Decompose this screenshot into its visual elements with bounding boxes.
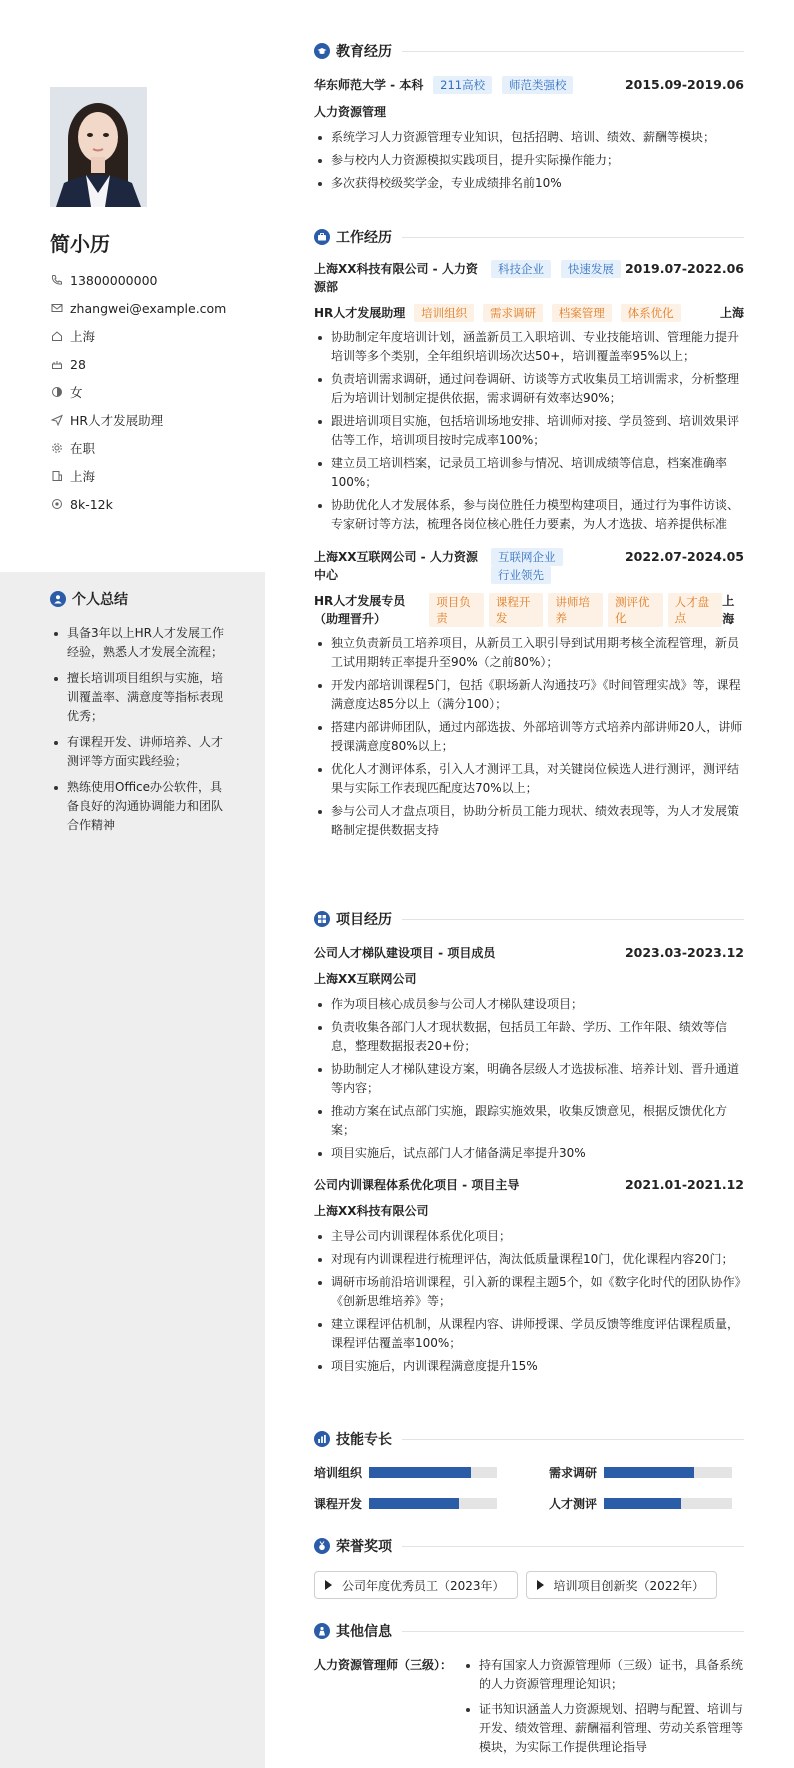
cake-icon: [50, 358, 63, 371]
job-city: 上海: [719, 306, 744, 320]
education-item: 多次获得校级奖学金，专业成绩排名前10%: [314, 174, 744, 193]
skills-heading: [314, 1428, 744, 1450]
skill-bar-fill: [369, 1498, 459, 1509]
role-tag: 课程开发: [489, 593, 544, 627]
summary-item: 有课程开发、讲师培养、人才测评等方面实践经验；: [50, 733, 225, 771]
work-title: 工作经历: [336, 230, 392, 246]
awards-list: [314, 1571, 744, 1599]
skill-bar: [604, 1498, 732, 1509]
skills-section: [314, 1428, 744, 1512]
company-name: 上海XX互联网公司 - 人力资源中心: [314, 550, 478, 582]
school-name: 华东师范大学 - 本科: [314, 78, 424, 92]
education-major: 人力资源管理: [314, 105, 387, 119]
project-item: 建立课程评估机制，从课程内容、讲师授课、学员反馈等维度评估课程质量，课程评估覆盖率100%；: [314, 1315, 744, 1353]
skill-item: [314, 1495, 509, 1512]
project-item: 项目实施后，内训课程满意度提升15%: [314, 1357, 744, 1376]
education-date: 2015.09-2019.06: [624, 77, 744, 92]
job-item: 参与公司人才盘点项目，协助分析员工能力现状、绩效表现等，为人才发展策略制定提供数据支持: [314, 802, 744, 840]
skills-grid: [314, 1464, 744, 1512]
job-role: HR人才发展助理: [314, 306, 406, 320]
job-item: 独立负责新员工培养项目，从新员工入职引导到试用期考核全流程管理，新员工试用期转正率提升至90%（之前80%）；: [314, 634, 744, 672]
job-item: 协助优化人才发展体系，参与岗位胜任力模型构建项目，通过行为事件访谈、专家研讨等方法，梳理各岗位核心胜任力要素，为人才选拔、培养提供标准: [314, 496, 744, 534]
project-item: 主导公司内训课程体系优化项目；: [314, 1227, 744, 1246]
other-content: [314, 1656, 744, 1763]
skill-bar-fill: [604, 1467, 694, 1478]
play-icon: [537, 1580, 544, 1590]
project-item: 推动方案在试点部门实施，跟踪实施效果，收集反馈意见，根据反馈优化方案；: [314, 1102, 744, 1140]
info-city: [50, 462, 260, 490]
education-title: 教育经历: [336, 44, 392, 60]
bar-chart-icon: [314, 1431, 330, 1447]
grid-icon: [314, 911, 330, 927]
awards-title: 荣誉奖项: [336, 1539, 392, 1555]
skill-item: [314, 1464, 509, 1481]
play-icon: [325, 1580, 332, 1590]
divider: [402, 919, 744, 920]
other-title: 其他信息: [336, 1624, 392, 1640]
education-heading: [314, 40, 744, 62]
info-text: 8k-12k: [70, 496, 113, 512]
projects-section: [314, 908, 744, 1376]
info-location: [50, 322, 260, 350]
other-item: 持有国家人力资源管理师（三级）证书，具备系统的人力资源管理理论知识；: [462, 1656, 744, 1694]
company-tag: 科技企业: [491, 260, 551, 278]
role-tag: 体系优化: [621, 304, 681, 322]
info-status: [50, 434, 260, 462]
role-tag: 需求调研: [483, 304, 543, 322]
contact-info-list: [50, 266, 260, 518]
building-icon: [50, 470, 63, 483]
briefcase-icon: [314, 229, 330, 245]
role-tag: 讲师培养: [548, 593, 603, 627]
school-tag: 师范类强校: [502, 76, 574, 94]
summary-heading: [50, 588, 225, 610]
company-tag: 行业领先: [491, 566, 551, 584]
info-gender: [50, 378, 260, 406]
project-date: 2021.01-2021.12: [624, 1177, 744, 1192]
gender-icon: [50, 386, 63, 399]
projects-title: 项目经历: [336, 912, 392, 928]
job-entry: [314, 548, 744, 584]
job-city: 上海: [722, 594, 735, 626]
education-item: 系统学习人力资源管理专业知识，包括招聘、培训、绩效、薪酬等模块；: [314, 128, 744, 147]
job-item: 优化人才测评体系，引入人才测评工具，对关键岗位候选人进行测评，测评结果与实际工作表现匹配度达70%以上；: [314, 760, 744, 798]
job-item: 开发内部培训课程5门，包括《职场新人沟通技巧》《时间管理实战》等，课程满意度达85分以上（满分100）；: [314, 676, 744, 714]
phone-icon: [50, 274, 63, 287]
coin-icon: [50, 498, 63, 511]
job-item: 协助制定年度培训计划，涵盖新员工入职培训、专业技能培训、管理能力提升培训等多个类别，全年组织培训场次达50+，培训覆盖率95%以上；: [314, 328, 744, 366]
job-item: 搭建内部讲师团队，通过内部选拔、外部培训等方式培养内部讲师20人，讲师授课满意度80%以上；: [314, 718, 744, 756]
summary-item: 熟练使用Office办公软件，具备良好的沟通协调能力和团队合作精神: [50, 778, 225, 835]
project-item: 对现有内训课程进行梳理评估，淘汰低质量课程10门，优化课程内容20门；: [314, 1250, 744, 1269]
divider: [402, 51, 744, 52]
job-date: 2019.07-2022.06: [624, 261, 744, 276]
info-text: HR人才发展助理: [70, 413, 164, 428]
skill-bar: [369, 1498, 497, 1509]
medal-icon: [314, 1538, 330, 1554]
gear-icon: [50, 442, 63, 455]
project-company: 上海XX科技有限公司: [314, 1204, 429, 1218]
info-text: 在职: [70, 441, 96, 456]
other-section: [314, 1620, 744, 1763]
skill-name: 课程开发: [314, 1497, 363, 1511]
home-icon: [50, 330, 63, 343]
job-entry: [314, 260, 744, 296]
project-item: 调研市场前沿培训课程，引入新的课程主题5个，如《数字化时代的团队协作》《创新思维培养》等；: [314, 1273, 744, 1311]
job-role: HR人才发展专员（助理晋升）: [314, 594, 406, 626]
projects-heading: [314, 908, 744, 930]
mail-icon: [50, 302, 63, 315]
skill-bar: [604, 1467, 732, 1478]
project-date: 2023.03-2023.12: [624, 945, 744, 960]
divider: [402, 237, 744, 238]
project-item: 项目实施后，试点部门人才储备满足率提升30%: [314, 1144, 744, 1163]
info-text: 女: [70, 385, 83, 400]
graduation-cap-icon: [314, 43, 330, 59]
other-item: 证书知识涵盖人力资源规划、招聘与配置、培训与开发、绩效管理、薪酬福利管理、劳动关系管理等模块，为实际工作提供理论指导: [462, 1700, 744, 1757]
work-heading: [314, 226, 744, 248]
award-item: [526, 1571, 718, 1599]
awards-section: [314, 1535, 744, 1599]
avatar: [50, 87, 147, 207]
school-tag: 211高校: [433, 76, 492, 94]
skill-bar-fill: [369, 1467, 471, 1478]
project-item: 作为项目核心成员参与公司人才梯队建设项目；: [314, 995, 744, 1014]
job-item: 负责培训需求调研，通过问卷调研、访谈等方式收集员工培训需求，分析整理后为培训计划制定提供依据，需求调研有效率达90%；: [314, 370, 744, 408]
divider: [402, 1631, 744, 1632]
other-heading: [314, 1620, 744, 1642]
summary-title: 个人总结: [72, 592, 128, 608]
project-name: 公司人才梯队建设项目 - 项目成员: [314, 946, 496, 960]
education-item: 参与校内人力资源模拟实践项目，提升实际操作能力；: [314, 151, 744, 170]
info-text: 上海: [70, 469, 96, 484]
awards-heading: [314, 1535, 744, 1557]
project-company: 上海XX互联网公司: [314, 972, 417, 986]
info-text: 上海: [70, 329, 96, 344]
skill-item: [549, 1464, 744, 1481]
company-tag: 快速发展: [561, 260, 621, 278]
job-date: 2022.07-2024.05: [624, 549, 744, 564]
company-tag: 互联网企业: [491, 548, 563, 566]
skill-name: 人才测评: [549, 1497, 598, 1511]
job-item: 建立员工培训档案，记录员工培训参与情况、培训成绩等信息，档案准确率100%；: [314, 454, 744, 492]
skill-bar: [369, 1467, 497, 1478]
project-item: 协助制定人才梯队建设方案，明确各层级人才选拔标准、培养计划、晋升通道等内容；: [314, 1060, 744, 1098]
candidate-name: 简小历: [50, 232, 110, 256]
info-text: zhangwei@example.com: [70, 300, 227, 316]
info-phone: [50, 266, 260, 294]
info-salary: [50, 490, 260, 518]
work-section: [314, 226, 744, 840]
role-tag: 培训组织: [414, 304, 474, 322]
award-text: 公司年度优秀员工（2023年）: [342, 1578, 505, 1593]
job-item: 跟进培训项目实施，包括培训场地安排、培训师对接、学员签到、培训效果评估等工作，培训项目按时完成率100%；: [314, 412, 744, 450]
skill-item: [549, 1495, 744, 1512]
role-tag: 档案管理: [552, 304, 612, 322]
skill-name: 培训组织: [314, 1466, 363, 1480]
user-icon: [50, 591, 66, 607]
info-age: [50, 350, 260, 378]
role-tag: 测评优化: [608, 593, 663, 627]
divider: [402, 1546, 744, 1547]
summary-section: [50, 588, 225, 842]
skills-title: 技能专长: [336, 1432, 392, 1448]
person-icon: [314, 1623, 330, 1639]
info-position: [50, 406, 260, 434]
info-email: [50, 294, 260, 322]
send-icon: [50, 414, 63, 427]
role-tag: 项目负责: [429, 593, 484, 627]
divider: [402, 1439, 744, 1440]
company-name: 上海XX科技有限公司 - 人力资源部: [314, 262, 478, 294]
skill-name: 需求调研: [549, 1466, 598, 1480]
info-text: 13800000000: [70, 272, 158, 288]
summary-item: 具备3年以上HR人才发展工作经验，熟悉人才发展全流程；: [50, 624, 225, 662]
award-item: [314, 1571, 518, 1599]
summary-item: 擅长培训项目组织与实施，培训覆盖率、满意度等指标表现优秀；: [50, 669, 225, 726]
project-item: 负责收集各部门人才现状数据，包括员工年龄、学历、工作年限、绩效等信息，整理数据报表20+份；: [314, 1018, 744, 1056]
award-text: 培训项目创新奖（2022年）: [553, 1578, 705, 1593]
skill-bar-fill: [604, 1498, 681, 1509]
project-name: 公司内训课程体系优化项目 - 项目主导: [314, 1178, 520, 1192]
role-tag: 人才盘点: [668, 593, 723, 627]
education-section: [314, 40, 744, 193]
info-text: 28: [70, 356, 86, 372]
certificate-label: 人力资源管理师（三级）：: [314, 1658, 453, 1672]
